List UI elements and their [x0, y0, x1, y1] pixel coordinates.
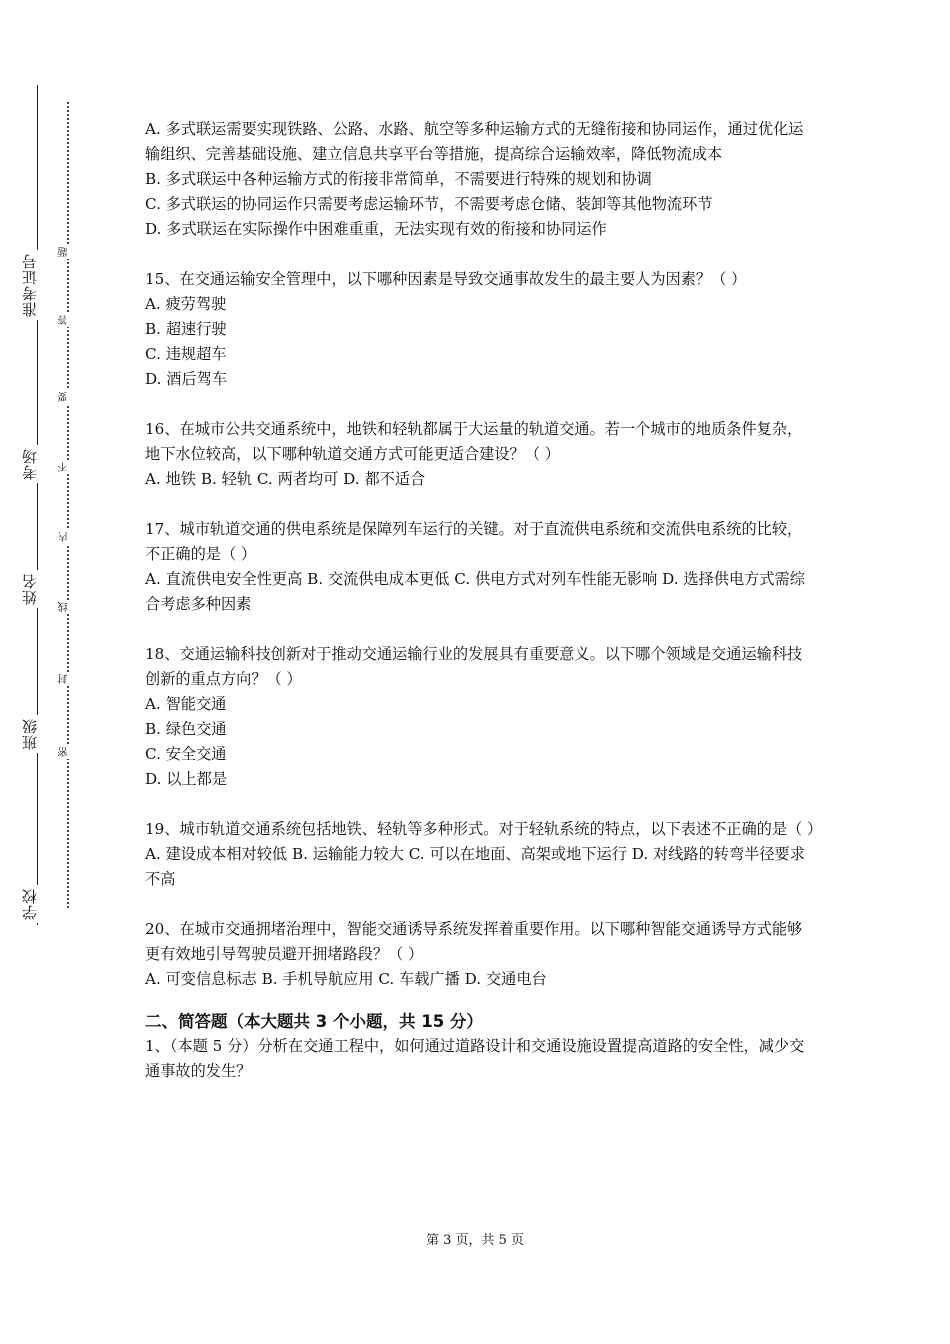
- option-text: A. 地铁 B. 轻轨 C. 两者均可 D. 都不适合: [145, 470, 426, 488]
- option-text: A. 疲劳驾驶: [145, 295, 227, 313]
- exam-room-label: 考场: [22, 445, 42, 483]
- seal-char: 要: [59, 390, 75, 404]
- option-text: A. 可变信息标志 B. 手机导航应用 C. 车载广播 D. 交通电台: [145, 970, 547, 988]
- name-label: 姓名: [22, 570, 42, 608]
- question-17: [145, 517, 815, 617]
- question-text: 15、在交通运输安全管理中，以下哪种因素是导致交通事故发生的最主要人为因素？（ ）: [145, 270, 747, 288]
- exam-content: [145, 117, 823, 1084]
- seal-char: 不: [59, 460, 75, 474]
- question-text: 18、交通运输科技创新对于推动交通运输行业的发展具有重要意义。以下哪个领域是交通运输科技创新的重点方向？（ ）: [145, 645, 803, 688]
- school-label: 学校: [22, 885, 42, 923]
- question-16: [145, 417, 815, 492]
- option-text: B. 多式联运中各种运输方式的衔接非常简单，不需要进行特殊的规划和协调: [145, 170, 652, 188]
- question-text: 20、在城市交通拥堵治理中，智能交通诱导系统发挥着重要作用。以下哪种智能交通诱导方式能够更有效地引导驾驶员避开拥堵路段？（ ）: [145, 920, 803, 963]
- question-text: 17、城市轨道交通的供电系统是保障列车运行的关键。对于直流供电系统和交流供电系统的比较，不正确的是（ ）: [145, 520, 803, 563]
- question-15: [145, 267, 815, 392]
- option-text: B. 绿色交通: [145, 720, 227, 738]
- question-text: 16、在城市公共交通系统中，地铁和轻轨都属于大运量的轨道交通。若一个城市的地质条件复杂，地下水位较高，以下哪种轨道交通方式可能更适合建设？（ ）: [145, 420, 803, 463]
- seal-char: 内: [59, 530, 75, 544]
- option-text: D. 多式联运在实际操作中困难重重，无法实现有效的衔接和协同运作: [145, 220, 607, 238]
- seal-char: 线: [59, 600, 75, 614]
- option-text: A. 多式联运需要实现铁路、公路、水路、航空等多种运输方式的无缝衔接和协同运作，通过优化运输组织、完善基础设施、建立信息共享平台等措施，提高综合运输效率，降低物流成本: [145, 120, 804, 163]
- option-text: C. 违规超车: [145, 345, 227, 363]
- option-text: A. 智能交通: [145, 695, 227, 713]
- page-footer: 第 3 页，共 5 页: [425, 1233, 525, 1248]
- question-19: [145, 817, 823, 892]
- question-18: [145, 642, 815, 792]
- question-text: 19、城市轨道交通系统包括地铁、轻轨等多种形式。对于轻轨系统的特点，以下表述不正确的是（ ）: [145, 820, 823, 838]
- option-text: B. 超速行驶: [145, 320, 227, 338]
- seal-char: 封: [59, 672, 75, 686]
- option-text: A. 建设成本相对较低 B. 运输能力较大 C. 可以在地面、高架或地下运行 D. 对线路的转弯半径要求不高: [145, 845, 805, 888]
- seal-char: 题: [59, 245, 75, 259]
- class-label: 班级: [22, 715, 42, 753]
- option-text: C. 多式联运的协同运作只需要考虑运输环节，不需要考虑仓储、装卸等其他物流环节: [145, 195, 713, 213]
- seal-dotted-line: [67, 102, 69, 908]
- short-answer-question: 1、（本题 5 分）分析在交通工程中，如何通过道路设计和交通设施设置提高道路的安全性，减少交通事故的发生？: [145, 1037, 805, 1080]
- exam-number-label: 准考证号: [22, 250, 42, 320]
- section-title: 二、简答题（本大题共 3 个小题，共 15 分）: [145, 1012, 483, 1031]
- question-20: [145, 917, 815, 992]
- option-text: D. 酒后驾车: [145, 370, 228, 388]
- binding-line: [37, 85, 38, 925]
- option-text: C. 安全交通: [145, 745, 227, 763]
- seal-char: 密: [59, 745, 75, 759]
- seal-char: 答: [59, 313, 75, 327]
- option-text: A. 直流供电安全性更高 B. 交流供电成本更低 C. 供电方式对列车性能无影响 D. 选择供电方式需综合考虑多种因素: [145, 570, 805, 613]
- option-text: D. 以上都是: [145, 770, 228, 788]
